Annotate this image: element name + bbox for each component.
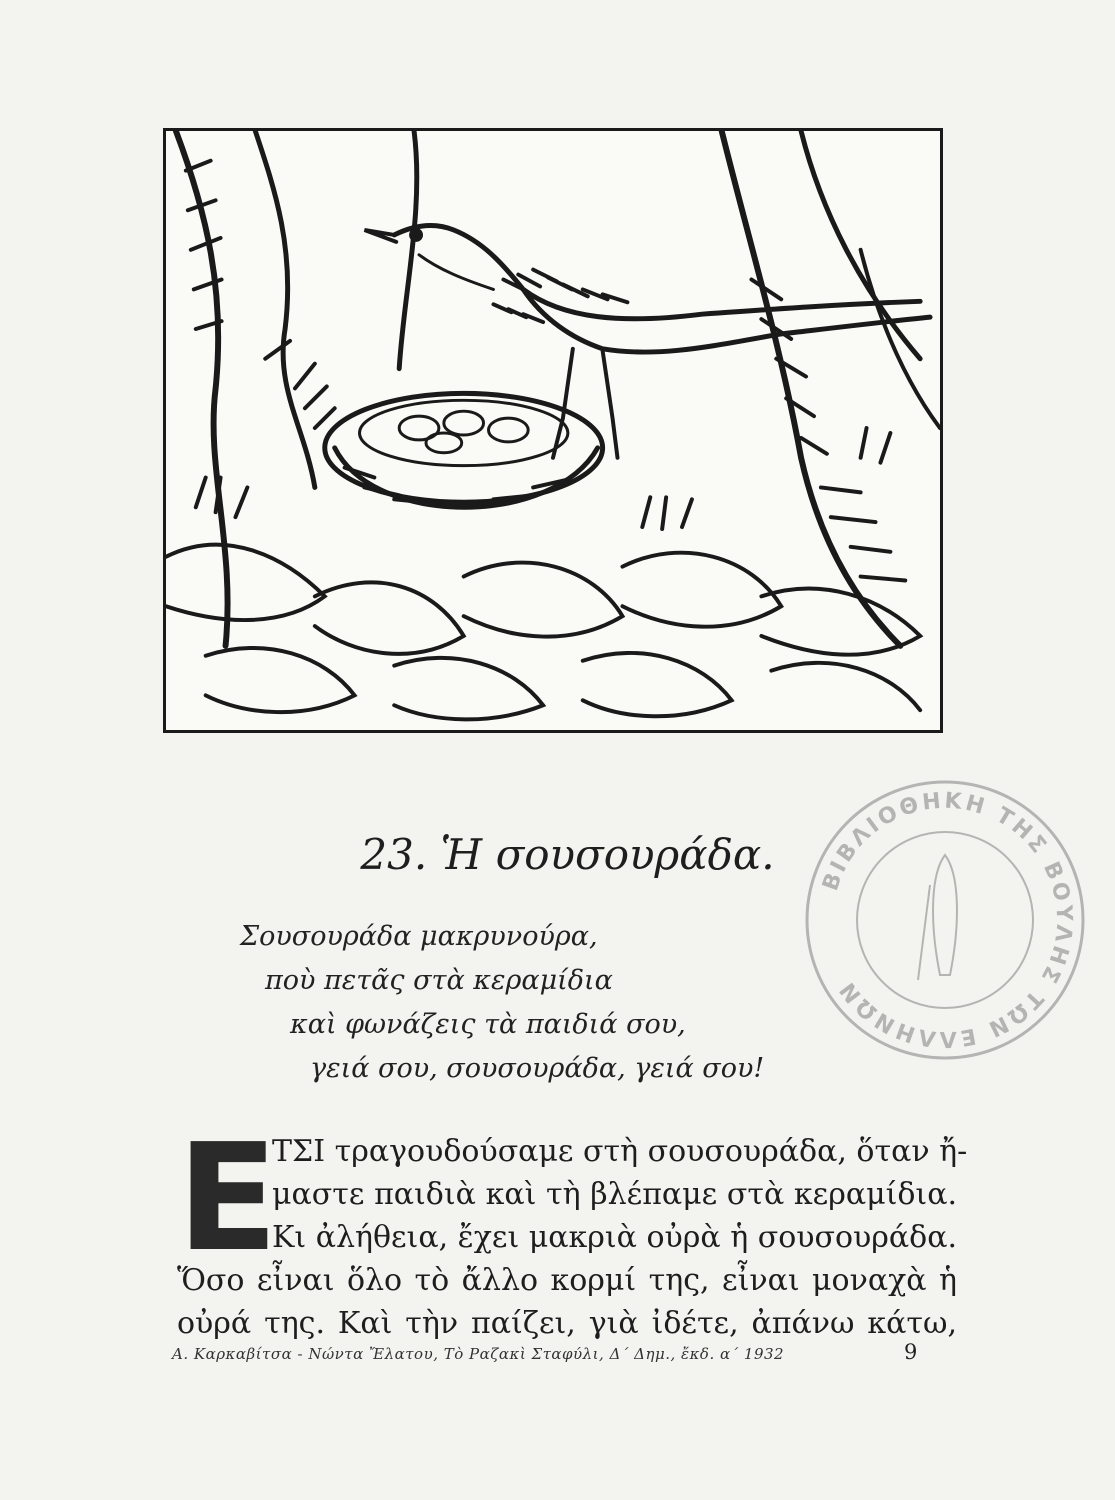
stamp-text: ΒΙΒΛΙΟΘΗΚΗ ΤΗΣ ΒΟΥΛΗΣ ΤΩΝ ΕΛΛΗΝΩΝ [818, 788, 1077, 1052]
source-citation: Α. Καρκαβίτσα - Νώντα Ἔλατου, Τὸ Ραζακὶ Σταφύλι, Δ΄ Δημ., ἔκδ. α΄ 1932 [172, 1345, 785, 1363]
poem-stanza [240, 915, 764, 1091]
prose-line: Κι ἀλήθεια, ἔχει μακριὰ οὐρὰ ἡ σουσουράδα. [272, 1220, 958, 1255]
drop-cap-letter: Ε [177, 1112, 279, 1284]
chapter-title [0, 830, 1115, 879]
bird-nest-illustration [163, 128, 943, 733]
prose-line: Ὅσο εἶναι ὅλο τὸ ἄλλο κορμί της, εἶναι μοναχὰ ἡ [177, 1263, 957, 1298]
library-stamp [800, 775, 1090, 1065]
prose-line: ΤΣΙ τραγουδούσαμε στὴ σουσουράδα, ὅταν ἤ- [272, 1134, 968, 1169]
poem-line: καὶ φωνάζεις τὰ παιδιά σου, [290, 1009, 686, 1040]
poem-line: γειά σου, σουσουράδα, γειά σου! [310, 1053, 765, 1084]
poem-line: ποὺ πετᾶς στὰ κεραμίδια [265, 965, 613, 996]
prose-line: οὐρά της. Καὶ τὴν παίζει, γιὰ ἰδέτε, ἀπάνω κάτω, [177, 1306, 957, 1341]
poem-line: Σουσουράδα μακρυνούρα, [240, 921, 598, 952]
woodcut-image [166, 131, 940, 730]
prose-line: μαστε παιδιὰ καὶ τὴ βλέπαμε στὰ κεραμίδια. [272, 1177, 957, 1212]
chapter-name: Ἡ σουσουράδα. [440, 830, 775, 879]
page-number: 9 [904, 1340, 918, 1364]
prose-paragraph [177, 1112, 968, 1345]
chapter-number: 23. [360, 830, 428, 879]
